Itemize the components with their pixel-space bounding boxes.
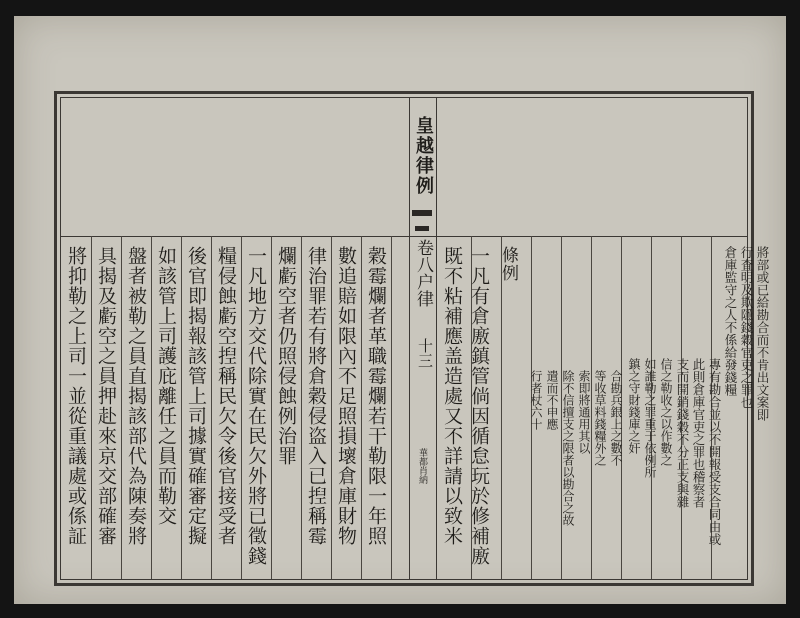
annotation-column: 專有勘合並以不開報受支合同由或 xyxy=(707,358,722,546)
text-column: 如該管上司護庇離任之員而勒交 xyxy=(155,246,177,526)
annotation-column: 如誰勒之罪重于依例所 xyxy=(643,358,657,478)
text-column: 後官即揭報該管上司據實確審定擬 xyxy=(185,246,207,546)
text-column: 盤者被勒之員直揭該部代為陳奏將 xyxy=(125,246,147,546)
annotation-column: 合勘兵銀上之數不 xyxy=(609,370,623,466)
annotation-column: 除不信擅支之限者以勘合之故 xyxy=(561,370,575,526)
annotation-column: 將部或已給勘合而不肯出文案即 xyxy=(755,246,770,421)
annotation-column: 信之勒收之以作數之 xyxy=(659,358,673,466)
text-column: 律治罪若有將倉穀侵盗入已揑稱霉 xyxy=(305,246,327,546)
text-column: 一凡地方交代除實在民欠外將已徵錢 xyxy=(245,246,267,566)
center-strip xyxy=(409,98,437,579)
annotation-column: 支而開銷錢穀不分正支與雜 xyxy=(675,358,690,508)
annotation-column: 遣而不申應 xyxy=(545,370,559,430)
annotation-column: 此則倉庫官吏之罪也稽察者 xyxy=(691,358,706,508)
text-column: 具揭及虧空之員押赴來京交部確審 xyxy=(95,246,117,546)
column-rule xyxy=(501,236,502,579)
book-title: 皇越律例 xyxy=(413,116,434,196)
header-divider xyxy=(61,236,747,237)
text-column: 將抑勒之上司一並從重議處或係証 xyxy=(65,246,87,546)
annotation-column: 等收草料錢糧外之 xyxy=(593,370,607,466)
text-column: 既不粘補應盖造處又不詳請以致米 xyxy=(441,246,463,546)
paper-sheet xyxy=(14,16,786,604)
column-rule xyxy=(591,236,592,579)
text-column: 爛虧空者仍照侵蝕例治罪 xyxy=(275,246,297,466)
side-note: 華都肖納 xyxy=(417,448,427,484)
text-column: 糧侵蝕虧空揑稱民欠令後官接受者 xyxy=(215,246,237,546)
section-heading: 條例 xyxy=(498,246,518,282)
fishtail-mark xyxy=(412,210,432,216)
column-rule xyxy=(391,236,392,579)
text-column: 穀霉爛者革職霉爛若干勒限一年照 xyxy=(365,246,387,546)
annotation-column: 索即將通用其以 xyxy=(577,370,591,454)
volume-title: 卷八户律 xyxy=(413,239,433,307)
annotation-column: 倉庫監守之人不係給發錢糧 xyxy=(723,246,738,396)
inner-border xyxy=(60,97,770,580)
page-border xyxy=(54,91,770,586)
annotation-column: 行者杖六十 xyxy=(529,370,543,430)
annotation-column: 行査明及欺隱錢穀官吏之罪也 xyxy=(739,246,754,409)
text-column: 一凡有倉廒鎮管倘因循怠玩於修補廒 xyxy=(468,246,490,566)
text-column: 數追賠如限內不足照損壞倉庫財物 xyxy=(335,246,357,546)
annotation-column: 鎮之守財錢庫之奸 xyxy=(627,358,641,454)
page-number: 十三 xyxy=(416,338,434,368)
